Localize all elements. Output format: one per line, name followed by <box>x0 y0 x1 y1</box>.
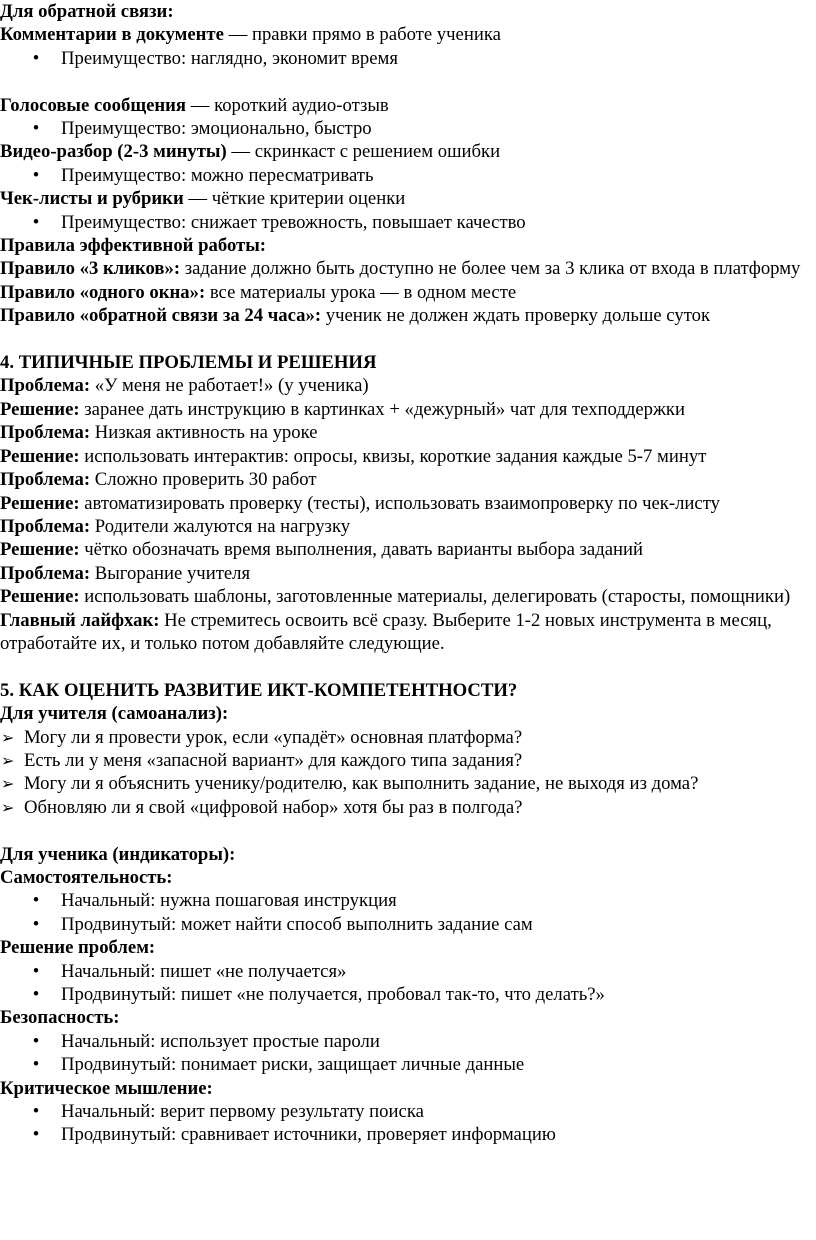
section-4-heading: 4. ТИПИЧНЫЕ ПРОБЛЕМЫ И РЕШЕНИЯ <box>0 352 377 374</box>
bullet-icon: • <box>32 47 40 69</box>
bullet-icon: • <box>32 984 40 1005</box>
bullet-icon: • <box>32 913 40 935</box>
teacher-question: ➢ Есть ли у меня «запасной вариант» для каждого типа задания? <box>1 749 523 771</box>
bullet-icon: • <box>32 164 40 186</box>
teacher-question: ➢ Могу ли я объяснить ученику/родителю, как выполнить задание, не выходя из дома? <box>1 773 699 795</box>
feedback-item: Чек-листы и рубрики — чёткие критерии оценки <box>0 188 406 210</box>
solution-line: Решение: использовать шаблоны, заготовленные материалы, делегировать (старосты, помощники) <box>0 586 791 608</box>
bullet-icon: • <box>32 890 40 912</box>
feedback-heading: Для обратной связи: <box>0 1 174 22</box>
indicator-title: Критическое мышление: <box>0 1077 213 1099</box>
feedback-item: Видео-разбор (2-3 минуты) — скринкаст с решением ошибки <box>0 141 501 163</box>
solution-line: Решение: использовать интерактив: опросы, квизы, короткие задания каждые 5-7 минут <box>0 445 707 467</box>
indicator-title: Безопасность: <box>0 1007 120 1029</box>
bullet-icon: • <box>32 118 40 140</box>
rule-item: Правило «обратной связи за 24 часа»: ученик не должен ждать проверку дольше суток <box>0 305 711 327</box>
indicator-bullet: • Продвинутый: понимает риски, защищает личные данные <box>0 1053 816 1076</box>
indicator-bullet: • Начальный: верит первому результату поиска <box>0 1100 816 1123</box>
arrow-bullet-icon: ➢ <box>1 727 15 747</box>
arrow-bullet-icon: ➢ <box>1 750 15 770</box>
bullet-icon: • <box>32 211 40 233</box>
advantage-bullet: • Преимущество: эмоционально, быстро <box>0 117 816 140</box>
solution-line: Решение: автоматизировать проверку (тесты), использовать взаимопроверку по чек-листу <box>0 492 720 514</box>
problem-line: Проблема: Сложно проверить 30 работ <box>0 469 317 491</box>
indicator-bullet: • Продвинутый: пишет «не получается, пробовал так-то, что делать?» <box>0 983 816 1006</box>
advantage-bullet: • Преимущество: снижает тревожность, повышает качество <box>0 211 816 234</box>
problem-line: Проблема: Выгорание учителя <box>0 562 251 584</box>
arrow-bullet-icon: ➢ <box>1 797 15 817</box>
advantage-bullet: • Преимущество: наглядно, экономит время <box>0 47 816 70</box>
solution-line: Решение: чётко обозначать время выполнения, давать варианты выбора заданий <box>0 539 644 561</box>
rules-heading: Правила эффективной работы: <box>0 235 267 257</box>
teacher-heading: Для учителя (самоанализ): <box>0 703 229 725</box>
indicator-title: Самостоятельность: <box>0 866 173 888</box>
indicator-bullet: • Начальный: нужна пошаговая инструкция <box>0 889 816 912</box>
rule-item: Правило «одного окна»: все материалы урока — в одном месте <box>0 281 517 303</box>
solution-line: Решение: заранее дать инструкцию в картинках + «дежурный» чат для техподдержки <box>0 398 686 420</box>
indicator-bullet: • Продвинутый: может найти способ выполнить задание сам <box>0 913 816 936</box>
bullet-icon: • <box>32 1054 40 1076</box>
teacher-question: ➢ Обновляю ли я свой «цифровой набор» хотя бы раз в полгода? <box>1 796 523 818</box>
bullet-icon: • <box>32 960 40 982</box>
arrow-bullet-icon: ➢ <box>1 774 15 794</box>
section-5-heading: 5. КАК ОЦЕНИТЬ РАЗВИТИЕ ИКТ-КОМПЕТЕНТНОСТИ? <box>0 679 518 701</box>
indicator-bullet: • Начальный: использует простые пароли <box>0 1030 816 1053</box>
problem-line: Проблема: Родители жалуются на нагрузку <box>0 515 351 537</box>
feedback-item: Голосовые сообщения — короткий аудио-отзыв <box>0 94 389 116</box>
problem-line: Проблема: «У меня не работает!» (у ученика) <box>0 375 369 397</box>
student-heading: Для ученика (индикаторы): <box>0 843 236 865</box>
advantage-bullet: • Преимущество: можно пересматривать <box>0 164 816 187</box>
bullet-icon: • <box>32 1101 40 1123</box>
bullet-icon: • <box>32 1124 40 1146</box>
problem-line: Проблема: Низкая активность на уроке <box>0 422 318 444</box>
indicator-bullet: • Начальный: пишет «не получается» <box>0 960 816 983</box>
teacher-question: ➢ Могу ли я провести урок, если «упадёт» основная платформа? <box>1 726 523 748</box>
bullet-icon: • <box>32 1030 40 1052</box>
feedback-item: Комментарии в документе — правки прямо в работе ученика <box>0 24 501 46</box>
indicator-bullet: • Продвинутый: сравнивает источники, проверяет информацию <box>0 1123 816 1146</box>
lifehack-line: Главный лайфхак: Не стремитесь освоить всё сразу. Выберите 1-2 новых инструмента в месяц, отработайте их, и только потом добавляйте следующие. <box>0 609 772 654</box>
rule-item: Правило «3 кликов»: задание должно быть доступно не более чем за 3 клика от входа в платформу <box>0 258 801 280</box>
indicator-title: Решение проблем: <box>0 937 156 959</box>
